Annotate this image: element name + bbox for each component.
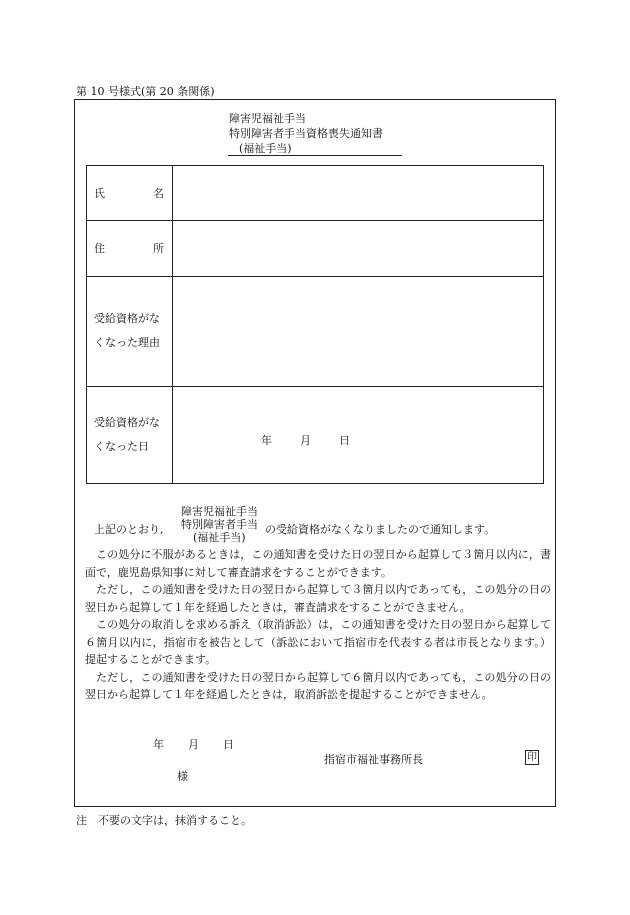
- paragraph-review-request: この処分に不服があるときは，この通知書を受けた日の翌日から起算して３箇月以内に，書面で，鹿児島県知事に対して審査請求をすることができます。: [85, 548, 551, 579]
- table-row-date: [87, 386, 543, 483]
- notice-stack-line-2: 特別障害者手当: [181, 518, 258, 531]
- reason-label-cell: [87, 277, 173, 386]
- document-title: [229, 111, 383, 156]
- notice-stack-line-3: (福祉手当): [193, 531, 246, 544]
- notice-stack-line-1: 障害児福祉手当: [181, 505, 258, 518]
- table-row-reason: [87, 276, 543, 386]
- notice-allowance-stack: [181, 505, 258, 544]
- title-underline: [228, 155, 402, 156]
- date-label: 受給資格がな くなった日: [94, 416, 160, 453]
- paragraph-lawsuit-limit: ただし，この通知書を受けた日の翌日から起算して６箇月以内であっても，この処分の日の翌日から起算して１年を経過したときは，取消訴訟を提起することができません。: [85, 670, 551, 701]
- title-line-3: (福祉手当): [239, 142, 292, 155]
- address-label-cell: [87, 221, 173, 276]
- footnote: 注 不要の文字は，抹消すること。: [76, 814, 252, 827]
- date-label-cell: [87, 387, 173, 483]
- date-value-line: 年 月 日: [261, 434, 350, 447]
- notice-prefix: 上記のとおり,: [94, 523, 164, 536]
- address-label: 住 所: [94, 242, 164, 255]
- info-table: [86, 165, 544, 484]
- name-label-cell: [87, 166, 173, 220]
- name-label: 氏 名: [94, 187, 164, 200]
- issuer-office: 指宿市福祉事務所長: [324, 753, 423, 766]
- table-row-address: [87, 220, 543, 276]
- appeal-notice-paragraphs: [85, 546, 551, 704]
- title-line-2: 特別障害者手当資格喪失通知書: [229, 127, 383, 140]
- table-row-name: [87, 166, 543, 220]
- notice-suffix: の受給資格がなくなりましたので通知します。: [265, 523, 496, 536]
- signature-date: 年 月 日: [153, 738, 234, 751]
- addressee-honorific: 様: [177, 770, 188, 783]
- title-line-1: 障害児福祉手当: [229, 112, 306, 125]
- reason-label: 受給資格がな くなった理由: [94, 312, 160, 349]
- paragraph-review-limit: ただし，この通知書を受けた日の翌日から起算して３箇月以内であっても，この処分の日の翌日から起算して１年を経過したときは，審査請求をすることができません。: [85, 583, 551, 614]
- form-number-label: 第 10 号様式(第 20 条関係): [76, 85, 215, 98]
- paragraph-lawsuit: この処分の取消しを求める訴え（取消訴訟）は，この通知書を受けた日の翌日から起算して６箇月以内に，指宿市を被告として（訴訟において指宿市を代表する者は市長となります。）提起することができます。: [85, 618, 551, 666]
- seal-box: 印: [527, 752, 537, 763]
